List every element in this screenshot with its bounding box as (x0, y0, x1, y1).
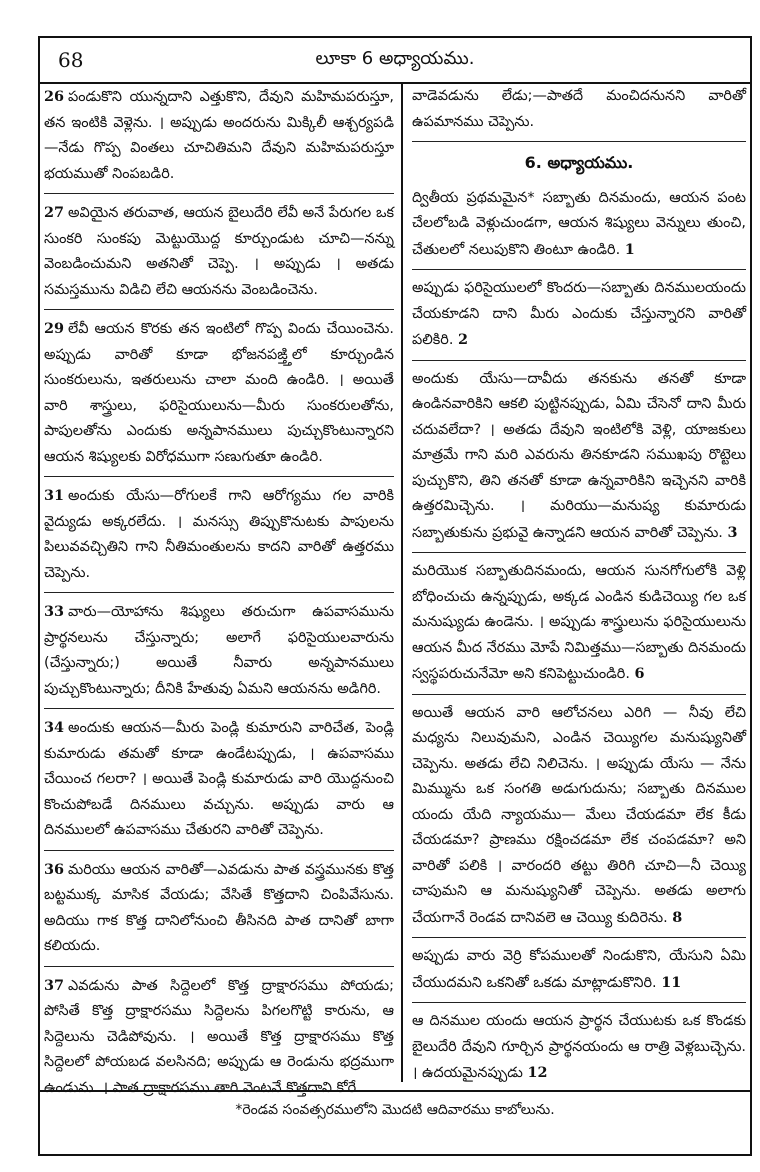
verse-number: 34 (44, 719, 65, 736)
verse-text: వారు—యోహాను శిష్యులు తరుచుగా ఉపవాసమును ప్రార్థనలును చేస్తున్నారు; అలాగే ఫరిసైయులవారును (చేస్తున్నారు;) అయితే నీవారు అన్నపానములు పుచ్చుకొంటున్నారు; దీనికి హేతువు ఏమని ఆయనను అడిగిరి. (44, 604, 394, 697)
verse-text: అయితే ఆయన వారి ఆలోచనలు ఎరిగి — నీవు లేచి మధ్యను నిలువుమని, ఎండిన చెయ్యిగల మనుష్యునితో చెప్పెను. అతడు లేచి నిలిచెను. । అప్పుడు యేసు — నేను మిమ్మును ఒక సంగతి అడుగుదును; సబ్బాతు దినముల యందు యేది న్యాయము— మేలు చేయడమా లేక కీడు చేయడమా? ప్రాణము రక్షించడమా లేక చంపడమా? అని వారితో పలికి । వారందరి తట్టు తిరిగి చూచి—నీ చెయ్యి చాపుమని ఆ మనుష్యునితో చెప్పెను. అతడు అలాగు చేయగానే రెండవ దానివలె ఆ చెయ్యి కుదిరెను. (412, 704, 746, 926)
verse-number: 3 (727, 523, 738, 541)
verse-text: ఆ దినముల యందు ఆయన ప్రార్థన చేయుటకు ఒక కొండకు బైలుదేరి దేవుని గూర్చిన ప్రార్థనయందు ఆ రాత్రి వెళ్లబుచ్చెను. । ఉదయమైనప్పుడు (412, 1013, 746, 1081)
verse-block (44, 857, 394, 967)
column-divider (401, 82, 403, 1082)
verse-text: అప్పుడు వారు వెర్రి కోపములతో నిండుకొని, యేసుని ఏమి చేయుదమని ఒకనితో ఒకడు మాట్లాడుకొనిరి. (412, 948, 746, 991)
verse-text: ద్వితీయ ప్రథమమైన* సబ్బాతు దినమందు, ఆయన పంట చేలలోబడి వెళ్లుచుండగా, ఆయన శిష్యులు వెన్నులు తుంచి, చేతులలో నలుపుకొని తింటూ ఉండిరి. (412, 189, 746, 258)
verse-block (412, 1009, 746, 1093)
verse-text: అందుకు ఆయన—మీరు పెండ్లి కుమారుని వారిచేత, పెండ్లి కుమారుడు తమతో కూడా ఉండేటప్పుడు, । ఉపవాసము చేయించ గలరా? । అయితే పెండ్లి కుమారుడు వారి యొద్దనుంచి కొంచుపోబడే దినములు వచ్చును. అప్పుడు వారు ఆ దినములలో ఉపవాసము చేతురని వారితో చెప్పెను. (44, 720, 394, 838)
verse-block (44, 599, 394, 709)
verse-number: 37 (44, 976, 65, 994)
verse-number: 29 (44, 320, 65, 337)
verse-block (44, 200, 394, 310)
verse-block (44, 715, 394, 851)
verse-text: మరియు ఆయన వారితో—ఎవడును పాత వస్త్రమునకు కొత్త బట్టముక్క మాసిక వేయడు; వేసితే కొత్తదాని చింపివేసును. అదియు గాక కొత్త దానిలోనుంచి తీసినది పాత దానితో బాగా కలియదు. (44, 861, 394, 954)
verse-text: అప్పుడు ఫరిసైయులలో కొందరు—సబ్బాతు దినములయందు చేయకూడని దాని మీరు ఎందుకు చేస్తున్నారని వారితో పలికిరి. (412, 280, 746, 348)
verse-number: 33 (44, 603, 65, 620)
verse-number: 11 (661, 973, 682, 991)
verse-block (412, 367, 746, 554)
footnote: *రెండవ సంవత్సరములోని మొదటి ఆదివారము కాబోలును. (235, 1102, 555, 1118)
verse-number: 36 (44, 860, 65, 878)
verse-text: అందుకు యేసు—రోగులకే గాని ఆరోగ్యము గల వారికి వైద్యుడు అక్కరలేదు. । మనస్సు తిప్పుకొనుటకు పాపులను పిలువవచ్చితిని గాని నీతిమంతులను కాదని వారితో ఉత్తరము చెప్పెను. (44, 488, 394, 581)
verse-text: మరియొక సబ్బాతుదినమందు, ఆయన సునగోగులోకి వెళ్లి బోధించుచు ఉన్నప్పుడు, అక్కడ ఎండిన కుడిచెయ్యి గల ఒక మనుష్యుడు ఉండెను. । అప్పుడు శాస్త్రులును ఫరిసైయులును ఆయన మీద నేరము మోపే నిమిత్తము—సబ్బాతు దినమందు స్వస్థపరుచునేమో అని కనిపెట్టుచుండిరి. (412, 563, 746, 682)
verse-number: 1 (624, 240, 635, 258)
verse-block (44, 84, 394, 194)
verse-text: పండుకొని యున్నదాని ఎత్తుకొని, దేవుని మహిమపరుస్తూ, తన ఇంటికి వెళ్లెను. । అప్పుడు అందరును మిక్కిలీ ఆశ్చర్యపడి—నేడు గొప్ప వింతలు చూచితిమని దేవుని మహిమపరుస్తూ భయముతో నింపబడిరి. (44, 89, 394, 182)
verse-number: 27 (44, 204, 65, 221)
running-title: లూకా 6 అధ్యాయము. (315, 48, 475, 69)
left-column (44, 84, 394, 1113)
verse-block (412, 559, 746, 695)
verse-block (44, 316, 394, 477)
verse-block (44, 973, 394, 1108)
verse-text: లేవీ ఆయన కొరకు తన ఇంటిలో గొప్ప విందు చేయించెను. అప్పుడు వారితో కూడా భోజనపఙ్త్తిలో కూర్చుండిన సుంకరులును, ఇతరులును చాలా మంది ఉండిరి. । అయితే వారి శాస్త్రులు, ఫరిసైయులును—మీరు సుంకరులతోను, పాపులతోను ఎందుకు అన్నపానములు పుచ్చుకొంటున్నారని ఆయన శిష్యులకు విరోధముగా సణుగుతూ ఉండిరి. (44, 321, 394, 465)
verse-block (44, 483, 394, 593)
footnote-rule (40, 1090, 750, 1092)
chapter-heading: 6. అధ్యాయము. (524, 153, 634, 172)
verse-text: ఎవడును పాత సిద్దెలలో కొత్త ద్రాక్షారసము పోయడు; పోసితే కొత్త ద్రాక్షారసము సిద్దెలను పిగలగొట్టి కారును, ఆ సిద్దెలును చెడిపోవును. । అయితే కొత్త ద్రాక్షారసము కొత్త సిద్దెలలో పోయబడ వలసినది; అప్పుడు ఆ రెండును భద్రముగా ఉండును. । పాత ద్రాక్షారసము తాగి వెంటనే కొత్తదాని కోరే (44, 977, 394, 1096)
verse-continuation: వాడెవడును లేడు;—పాతదే మంచిదనునని వారితో ఉపమానము చెప్పెను. (412, 84, 746, 142)
verse-number: 26 (44, 88, 65, 105)
verse-block (412, 186, 746, 271)
page-number: 68 (58, 48, 84, 72)
verse-block (412, 276, 746, 361)
right-column (412, 84, 746, 1099)
verse-number: 8 (672, 908, 683, 926)
verse-text: అందుకు యేసు—దావీదు తనకును తనతో కూడా ఉండినవారికిని ఆకలి పుట్టినప్పుడు, ఏమి చేసెనో దాని మీరు చదువలేదా? । అతడు దేవుని ఇంటిలోకి వెళ్లి, యాజకులు మాత్రమే గాని మరి ఎవరును తినకూడని సముఖపు రొట్టెలు పుచ్చుకొని, తిని తనతో కూడా ఉన్నవారికిని ఇచ్చెనని వారికి ఉత్తరమిచ్చెను. । మరియు—మనుష్య కుమారుడు సబ్బాతుకును ప్రభువై ఉన్నాడని ఆయన వారితో చెప్పెను. (412, 370, 746, 541)
page-header (40, 38, 750, 84)
verse-text: అవియైన తరువాత, ఆయన బైలుదేరి లేవీ అనే పేరుగల ఒక సుంకరి సుంకపు మెట్టుయొద్ద కూర్చుండుట చూచి—నన్ను వెంబడించుమని అతనితో చెప్పె. । అప్పుడు । అతడు సమస్తమును విడిచి లేచి ఆయనను వెంబడించెను. (44, 205, 394, 298)
verse-number: 12 (527, 1064, 548, 1081)
verse-number: 6 (634, 665, 645, 682)
verse-number: 31 (44, 487, 65, 504)
verse-block (412, 944, 746, 1003)
verse-block (412, 701, 746, 939)
verse-number: 2 (457, 331, 468, 348)
